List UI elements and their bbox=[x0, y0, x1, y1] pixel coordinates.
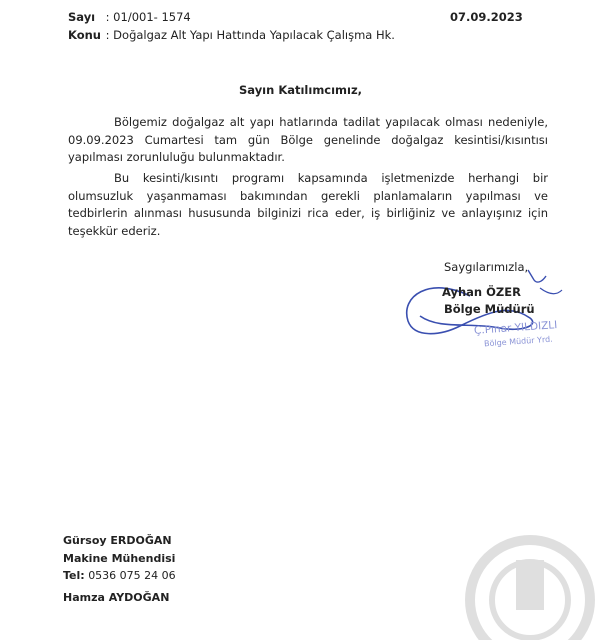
body-paragraph-1-text: Bölgemiz doğalgaz alt yapı hatlarında tadilat yapılacak olması nedeniyle, 09.09.2023 Cumartesi tam gün Bölge genelinde doğalgaz kesintisi/kısıntısı yapılması zorunluluğu bulunmaktadır. bbox=[68, 115, 548, 164]
closing-phrase: Saygılarımızla, bbox=[444, 260, 529, 274]
phone-number: 0536 075 24 06 bbox=[88, 569, 176, 582]
subject-label: Konu bbox=[68, 28, 101, 42]
salutation: Sayın Katılımcımız, bbox=[239, 83, 363, 97]
signatory-name: Ayhan ÖZER bbox=[442, 285, 521, 299]
body-paragraph-2 bbox=[68, 170, 548, 240]
body-paragraph-2-text: Bu kesinti/kısıntı programı kapsamında işletmenizde herhangi bir olumsuzluk yaşanmaması bakımından gerekli planlamaların yapılması ve tedbirlerin alınması hususunda bilginizi rica eder, iş birliğiniz ve anlayışınız için teşekkür ederiz. bbox=[68, 171, 548, 238]
phone-label: Tel: bbox=[63, 569, 85, 582]
subject-value: : Doğalgaz Alt Yapı Hattında Yapılacak Çalışma Hk. bbox=[105, 28, 395, 42]
stamp-title: Bölge Müdür Yrd. bbox=[483, 334, 553, 349]
contact-person-1-title: Makine Mühendisi bbox=[63, 552, 176, 565]
reference-number-value: : 01/001- 1574 bbox=[105, 10, 191, 24]
body-paragraph-1 bbox=[68, 114, 548, 167]
watermark-logo-icon bbox=[420, 520, 600, 640]
subject-row bbox=[68, 28, 395, 42]
reference-number-row bbox=[68, 10, 191, 24]
contact-person-1-phone bbox=[63, 567, 176, 585]
contact-person-2-name: Hamza AYDOĞAN bbox=[63, 591, 170, 604]
letter-date: 07.09.2023 bbox=[450, 10, 523, 24]
stamp-name: Ç.Pınar YILDIZLI bbox=[473, 319, 558, 337]
contact-person-1-name: Gürsoy ERDOĞAN bbox=[63, 534, 172, 547]
reference-number-label: Sayı bbox=[68, 10, 96, 24]
signatory-title: Bölge Müdürü bbox=[444, 302, 535, 316]
